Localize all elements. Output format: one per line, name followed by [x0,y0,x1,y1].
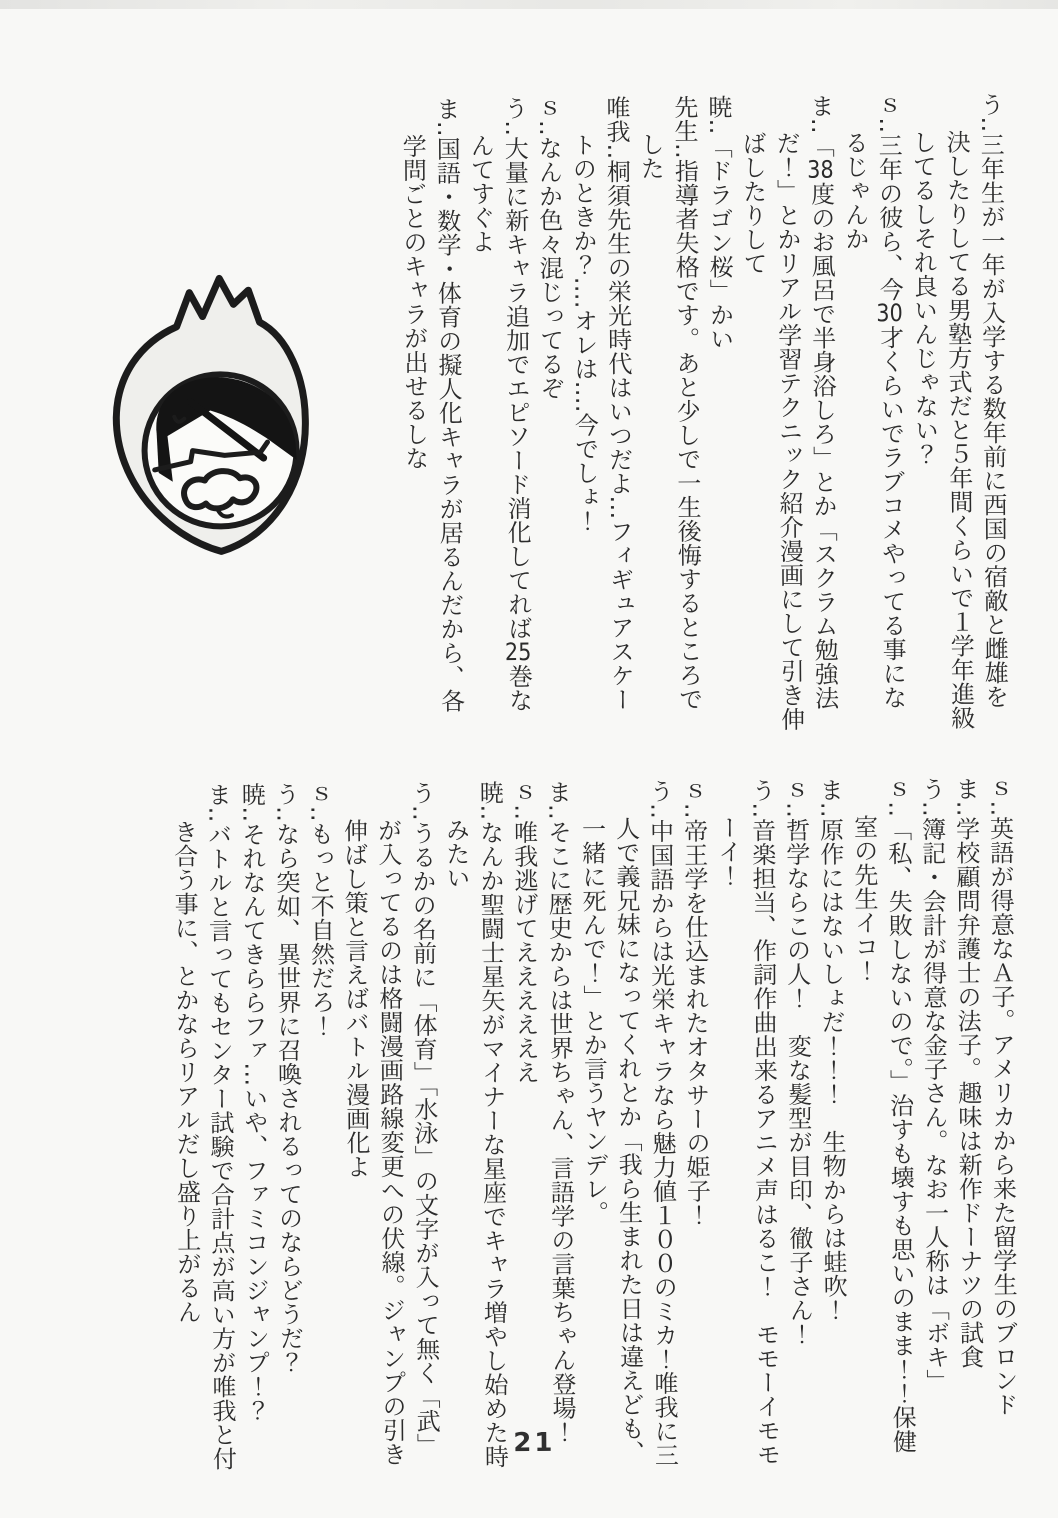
dialogue-marker: ‥ [805,117,835,134]
dialogue-line [701,94,740,734]
dialogue-marker: ‥ [975,116,1005,133]
speaker-label: ｓ [883,776,912,802]
dialogue-marker: ‥ [602,143,631,160]
dialogue-marker: ‥ [645,802,674,820]
dialogue-marker: ‥ [670,142,699,159]
dialogue-marker: ‥ [917,800,946,817]
dialogue-marker: ‥ [985,800,1014,817]
speaker-label: 暁 [475,780,504,805]
dialogue-marker: ‥ [883,800,912,818]
dialogue-marker: ‥ [533,119,563,136]
dialogue-line [268,782,307,1482]
utterance-text: 学校顧問弁護士の法子。趣味は新作ドーナツの試食 [951,816,984,1369]
dialogue-line [395,96,468,737]
dialogue-marker: ‥ [499,119,529,137]
doodle-face-illustration [99,238,337,570]
dialogue-line [735,94,842,735]
speaker-label: ま [805,93,834,118]
utterance-text: うるかの名前に「体育」「水泳」の文字が入って無く「武」が入ってるのは格闘漫画路線変更への伏線。ジャンプの引き伸ばし策と言えばバトル漫画化よ [339,818,441,1467]
dialogue-marker: ‥ [407,804,436,821]
dialogue-line [166,782,239,1483]
speaker-label: う [975,92,1004,117]
speaker-label: ま [543,779,572,804]
dialogue-marker: ‥ [747,802,776,819]
utterance-text: なんか色々混じってるぞ [534,135,565,400]
speaker-label: 暁 [237,782,266,807]
speaker-label: う [499,95,528,121]
utterance-text: もっと不自然だろ！ [305,821,336,1038]
utterance-text: 指導者失格です。あと少しで一生後悔するところでした [636,132,703,711]
utterance-text: バトルと言ってもセンター試験で合計点が高い方が唯我と付き合う事に、とかならリアルだし盛り上がるん [169,819,237,1471]
utterance-text: なら突如、異世界に召喚されるってのならどうだ？ [271,821,304,1375]
dialogue-block-bottom [166,776,1021,1483]
utterance-text: 哲学ならこの人！ 変な髪型が目印、徹子さん！ [781,817,814,1347]
dialogue-marker: ‥ [475,804,504,821]
dialogue-line [982,776,1021,1476]
dialogue-line [506,780,545,1480]
utterance-text: 唯我逃げてええええええ [509,819,540,1085]
speaker-label: ま [815,777,844,802]
utterance-text: そこに歴史からは世界ちゃん、言語学の言葉ちゃん登場！ [543,819,577,1444]
dialogue-line [336,781,443,1482]
dialogue-marker: ‥ [431,120,461,137]
dialogue-line [438,780,511,1481]
speaker-label: ｓ [781,777,810,803]
speaker-label: う [917,776,946,801]
dialogue-line [540,780,579,1480]
speaker-label: ｓ [679,778,708,803]
utterance-text: 原作にはないしょだ！！！ 生物からは蛙吹！ [815,817,848,1322]
dialogue-line [633,95,706,736]
utterance-text: 音楽担当、作詞作曲出来るアニメ声はるこ！ モモーイモモーイ！ [713,815,781,1467]
speaker-label: う [271,781,300,807]
utterance-text: 大量に新キャラ追加でエピソード消化してれば25巻なんてすぐよ [466,133,533,713]
utterance-text: 帝王学を仕込まれたオタサーの姫子！ [679,818,711,1227]
utterance-text: 「私、失敗しないので。」治すも壊すも思いのまま！！保健室の先生イコ！ [849,814,917,1454]
dialogue-line [463,96,536,737]
dialogue-marker: ‥ [271,805,300,823]
dialogue-line [710,778,783,1479]
dialogue-line [948,776,987,1476]
dialogue-line [914,777,953,1477]
dialogue-marker: ‥ [815,801,844,818]
utterance-text: 三年生が一年が入学する数年前に西国の宿敵と雌雄を決したりしてる男塾方式だと５年間くらいで１学年進級してるしそれ良いんじゃない？ [908,129,1009,730]
utterance-text: 三年の彼ら、今30才くらいでラブコメやってる事になるじゃんか [840,130,907,710]
speaker-label: 唯我 [601,95,631,144]
speaker-label: う [645,778,674,804]
speaker-label: ｓ [305,781,334,806]
utterance-text: 簿記・会計が得意な金子さん。なお一人称は「ボキ」 [917,816,950,1393]
dialogue-line [234,782,273,1482]
dialogue-marker: ‥ [305,805,334,822]
utterance-text: それなんてきららファ…いや、ファミコンジャンプ！？ [237,822,271,1423]
dialogue-line [676,779,715,1479]
speaker-label: ま [203,782,232,807]
dialogue-line [905,92,1012,733]
dialogue-line [302,782,341,1482]
speaker-label: 先生 [669,94,699,143]
dialogue-line [837,93,910,734]
dialogue-marker: ‥ [237,806,266,823]
speaker-label: ｓ [873,93,902,118]
dialogue-line [565,95,638,736]
page-number: 21 [513,1427,556,1459]
dialogue-marker: ‥ [543,803,572,820]
speaker-label: ｓ [509,779,538,805]
dialogue-marker: ‥ [781,801,810,819]
utterance-text: 「38度のお風呂で半身浴しろ」とか「スクラム勉強法だ！」とかリアル学習テクニック紹介漫画にして引き伸ばしたりして [738,131,839,732]
dialogue-marker: ‥ [703,118,733,135]
speaker-label: ｓ [533,95,562,120]
dialogue-line [812,778,851,1478]
utterance-text: 国語・数学・体育の擬人化キャラが居るんだから、各学問ごとのキャラが出せるしな [398,133,465,713]
dialogue-block-top [395,92,1012,737]
speaker-label: ま [431,96,460,121]
dialogue-line [846,777,919,1478]
dialogue-marker: ‥ [203,806,232,823]
utterance-text: 英語が得意なＡ子。アメリカから来た留学生のブロンド [985,816,1019,1417]
dialogue-marker: ‥ [951,800,980,817]
dialogue-marker: ‥ [679,802,708,819]
speaker-label: う [407,780,436,805]
speaker-label: ｓ [985,776,1014,801]
speaker-label: う [747,778,776,803]
utterance-text: 「ドラゴン桜」かい [704,134,734,351]
dialogue-line [531,96,570,736]
utterance-text: なんか聖闘士星矢がマイナーな星座でキャラ増やし始めた時みたい [441,817,509,1469]
utterance-text: 桐須先生の栄光時代はいつだよ…フィギュアスケートのときか？‥‥オレは‥‥今でしょ！ [568,132,635,712]
dialogue-line [778,778,817,1478]
dialogue-marker: ‥ [873,117,903,134]
utterance-text: 中国語からは光栄キャラなら魅力値１００のミカ！唯我に三人で義兄妹になってくれとか「我ら生まれた日は違えども、一緒に死んで！」とか言うヤンデレ。 [577,816,679,1468]
speaker-label: ま [951,776,980,801]
speaker-label: 暁 [703,94,732,119]
dialogue-line [574,779,681,1480]
dialogue-marker: ‥ [509,803,538,821]
